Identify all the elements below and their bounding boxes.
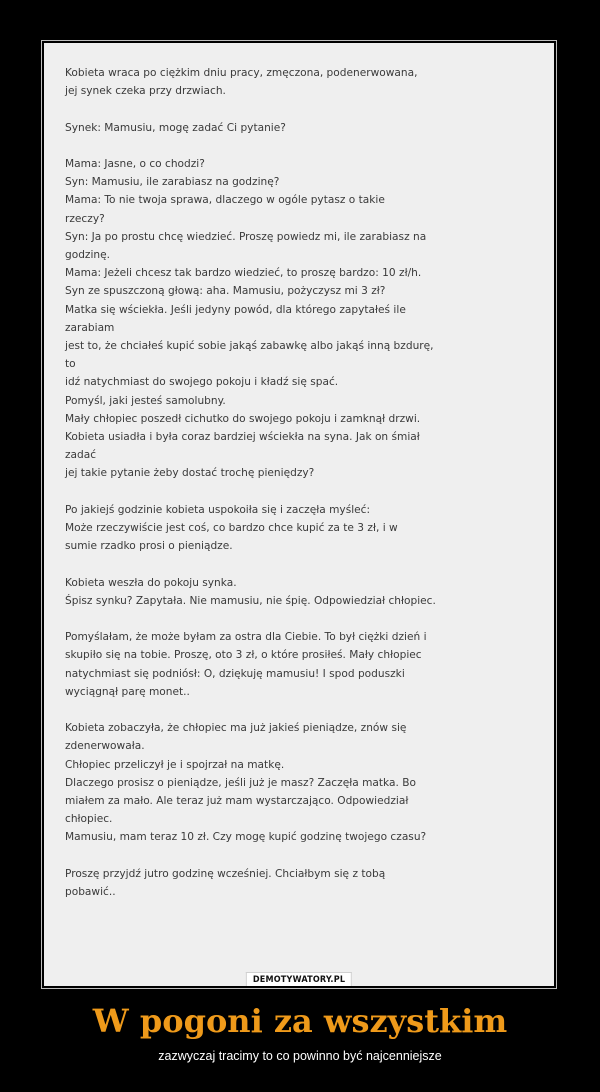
story-line: sumie rzadko prosi o pieniądze.	[65, 540, 233, 553]
story-line: Śpisz synku? Zapytała. Nie mamusiu, nie śpię. Odpowiedział chłopiec.	[65, 594, 436, 607]
story-line: Może rzeczywiście jest coś, co bardzo chce kupić za te 3 zł, i w	[65, 522, 398, 535]
story-line: pobawić..	[65, 886, 116, 899]
story-line: Mama: Jasne, o co chodzi?	[65, 157, 205, 170]
story-paragraph	[65, 501, 534, 556]
story-line: Mały chłopiec poszedł cichutko do swojego pokoju i zamknął drzwi.	[65, 412, 421, 425]
story-line: jej takie pytanie żeby dostać trochę pieniędzy?	[65, 467, 315, 480]
story-line: Pomyślałam, że może byłam za ostra dla Ciebie. To był ciężki dzień i	[65, 631, 427, 644]
story-line: zadać	[65, 449, 97, 462]
story-line: miałem za mało. Ale teraz już mam wystarczająco. Odpowiedział	[65, 795, 409, 808]
story-paragraph	[65, 628, 534, 701]
story-line: Mamusiu, mam teraz 10 zł. Czy mogę kupić godzinę twojego czasu?	[65, 831, 427, 844]
story-line: Chłopiec przeliczył je i spojrzał na matkę.	[65, 758, 285, 771]
story-line: zarabiam	[65, 321, 115, 334]
story-line: natychmiast się podniósł: O, dziękuję mamusiu! I spod poduszki	[65, 667, 405, 680]
story-panel	[44, 43, 554, 986]
story-line: wyciągnął parę monet..	[65, 685, 190, 698]
story-line: Syn ze spuszczoną głową: aha. Mamusiu, pożyczysz mi 3 zł?	[65, 285, 386, 298]
story-line: skupiło się na tobie. Proszę, oto 3 zł, o które prosiłeś. Mały chłopiec	[65, 649, 422, 662]
story-line: Kobieta wraca po ciężkim dniu pracy, zmęczona, podenerwowana,	[65, 67, 418, 79]
story-line: Synek: Mamusiu, mogę zadać Ci pytanie?	[65, 121, 286, 134]
story-line: Syn: Ja po prostu chcę wiedzieć. Proszę powiedz mi, ile zarabiasz na	[65, 230, 427, 243]
story-line: to	[65, 358, 76, 371]
story-line: Syn: Mamusiu, ile zarabiasz na godzinę?	[65, 176, 280, 189]
story-line: Proszę przyjdź jutro godzinę wcześniej. Chciałbym się z tobą	[65, 867, 386, 880]
story-text	[65, 64, 534, 901]
story-line: Kobieta weszła do pokoju synka.	[65, 576, 237, 589]
story-paragraph	[65, 64, 534, 100]
story-line: jej synek czeka przy drzwiach.	[65, 85, 226, 98]
poster-title: W pogoni za wszystkim	[92, 1002, 508, 1040]
story-line: zdenerwowała.	[65, 740, 145, 753]
story-line: Po jakiejś godzinie kobieta uspokoiła się i zaczęła myśleć:	[65, 503, 371, 516]
story-line: Pomyśl, jaki jesteś samolubny.	[65, 394, 226, 407]
story-paragraph	[65, 719, 534, 846]
watermark-logo: DEMOTYWATORY.PL	[246, 972, 352, 986]
story-line: Kobieta usiadła i była coraz bardziej wściekła na syna. Jak on śmiał	[65, 431, 420, 444]
story-line: Matka się wściekła. Jeśli jedyny powód, dla którego zapytałeś ile	[65, 303, 406, 316]
story-line: godzinę.	[65, 249, 111, 261]
story-paragraph	[65, 119, 534, 137]
story-line: chłopiec.	[65, 813, 113, 826]
story-paragraph	[65, 574, 534, 610]
story-line: idź natychmiast do swojego pokoju i kładź się spać.	[65, 376, 339, 389]
poster-subtitle: zazwyczaj tracimy to co powinno być najcenniejsze	[158, 1049, 442, 1063]
story-line: Kobieta zobaczyła, że chłopiec ma już jakieś pieniądze, znów się	[65, 722, 407, 735]
story-line: jest to, że chciałeś kupić sobie jakąś zabawkę albo jakąś inną bzdurę,	[65, 340, 434, 353]
story-line: Mama: To nie twoja sprawa, dlaczego w ogóle pytasz o takie	[65, 194, 385, 207]
poster-frame	[41, 40, 557, 989]
story-line: Dlaczego prosisz o pieniądze, jeśli już je masz? Zaczęła matka. Bo	[65, 776, 416, 789]
story-line: rzeczy?	[65, 212, 105, 225]
story-paragraph	[65, 155, 534, 483]
story-line: Mama: Jeżeli chcesz tak bardzo wiedzieć, to proszę bardzo: 10 zł/h.	[65, 267, 422, 280]
story-paragraph	[65, 865, 534, 901]
